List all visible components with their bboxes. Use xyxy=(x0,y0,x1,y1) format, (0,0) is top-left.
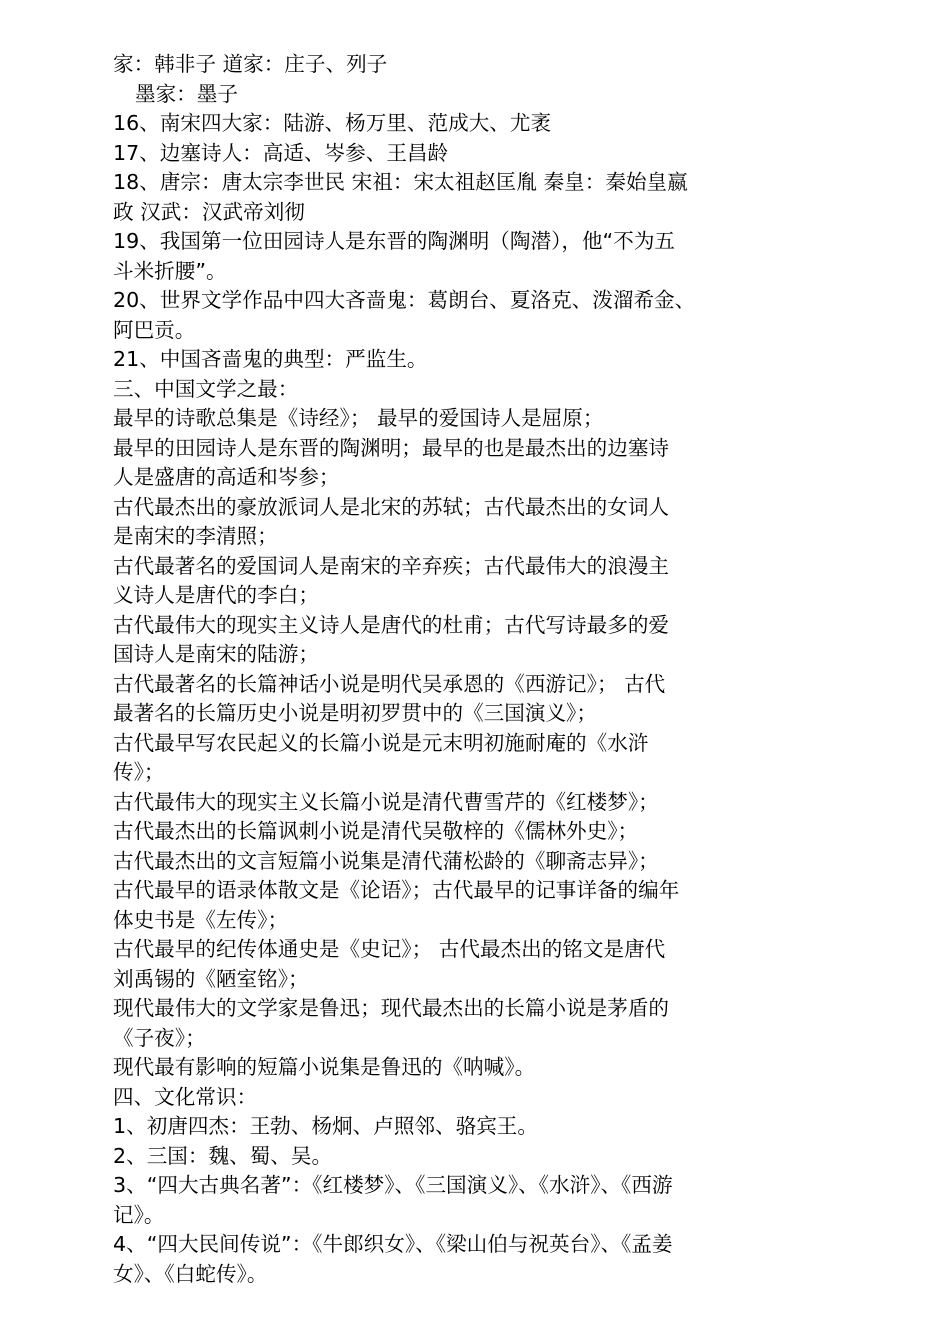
text-line: 现代最有影响的短篇小说集是鲁迅的《呐喊》。 xyxy=(113,1055,536,1079)
list-item-3: 3、“四大古典名著”：《红楼梦》、《三国演义》、《水浒》、《西游 xyxy=(113,1173,673,1197)
text-line: 最早的诗歌总集是《诗经》； 最早的爱国诗人是屈原； xyxy=(113,406,604,430)
text-line: 古代最著名的长篇神话小说是明代吴承恩的《西游记》； 古代 xyxy=(113,671,666,696)
list-item-17: 17、边塞诗人：高适、岑参、王昌龄 xyxy=(113,140,449,165)
text-line: 是南宋的李清照； xyxy=(113,524,278,548)
text-line: 《子夜》； xyxy=(113,1025,206,1050)
text-line: 记》。 xyxy=(113,1202,165,1227)
list-item-4: 4、“四大民间传说”：《牛郎织女》、《梁山伯与祝英台》、《孟姜 xyxy=(113,1232,673,1256)
document-page xyxy=(113,50,723,1289)
text-line: 人是盛唐的高适和岑参； xyxy=(113,465,340,489)
list-item-20: 20、世界文学作品中四大吝啬鬼：葛朗台、夏洛克、泼溜希金、 xyxy=(113,288,696,312)
list-item-18: 18、唐宗：唐太宗李世民 宋祖：宋太祖赵匡胤 秦皇：秦始皇嬴 xyxy=(113,170,688,194)
text-line: 刘禹锡的《陋室铭》； xyxy=(113,966,309,991)
text-line: 女》、《白蛇传》。 xyxy=(113,1261,268,1286)
text-line: 政 汉武：汉武帝刘彻 xyxy=(113,199,305,224)
text-line: 家：韩非子 道家：庄子、列子 xyxy=(113,52,388,76)
text-line: 古代最伟大的现实主义诗人是唐代的杜甫；古代写诗最多的爱 xyxy=(113,612,670,637)
list-item-21: 21、中国吝啬鬼的典型：严监生。 xyxy=(113,347,428,371)
list-item-1: 1、初唐四杰：王勃、杨炯、卢照邻、骆宾王。 xyxy=(113,1114,538,1138)
text-line: 国诗人是南宋的陆游； xyxy=(113,642,319,666)
text-line: 最著名的长篇历史小说是明初罗贯中的《三国演义》； xyxy=(113,701,597,725)
text-line: 古代最著名的爱国词人是南宋的辛弃疾；古代最伟大的浪漫主 xyxy=(113,553,670,578)
text-line: 斗米折腰”。 xyxy=(113,258,227,283)
text-line: 古代最杰出的豪放派词人是北宋的苏轼；古代最杰出的女词人 xyxy=(113,494,670,519)
text-line: 传》； xyxy=(113,760,165,784)
text-line: 古代最早的语录体散文是《论语》；古代最早的记事详备的编年 xyxy=(113,878,680,902)
text-line: 古代最伟大的现实主义长篇小说是清代曹雪芹的《红楼梦》； xyxy=(113,789,659,814)
text-line: 墨家：墨子 xyxy=(135,81,238,106)
section-heading-four: 四、文化常识： xyxy=(113,1084,258,1109)
text-line: 体史书是《左传》； xyxy=(113,907,289,932)
text-line: 义诗人是唐代的李白； xyxy=(113,583,319,607)
text-line: 古代最杰出的长篇讽刺小说是清代吴敬梓的《儒林外史》； xyxy=(113,819,639,843)
text-line: 最早的田园诗人是东晋的陶渊明；最早的也是最杰出的边塞诗 xyxy=(113,435,670,460)
list-item-16: 16、南宋四大家：陆游、杨万里、范成大、尤袤 xyxy=(113,111,552,135)
text-line: 古代最杰出的文言短篇小说集是清代蒲松龄的《聊斋志异》； xyxy=(113,848,659,873)
section-heading-three: 三、中国文学之最： xyxy=(113,376,299,401)
text-line: 古代最早的纪传体通史是《史记》； 古代最杰出的铭文是唐代 xyxy=(113,937,666,961)
text-line: 现代最伟大的文学家是鲁迅；现代最杰出的长篇小说是茅盾的 xyxy=(113,996,670,1020)
list-item-19: 19、我国第一位田园诗人是东晋的陶渊明（陶潜），他“不为五 xyxy=(113,229,676,253)
list-item-2: 2、三国：魏、蜀、吴。 xyxy=(113,1143,333,1168)
text-line: 古代最早写农民起义的长篇小说是元末明初施耐庵的《水浒 xyxy=(113,730,649,755)
text-line: 阿巴贡。 xyxy=(113,317,196,342)
